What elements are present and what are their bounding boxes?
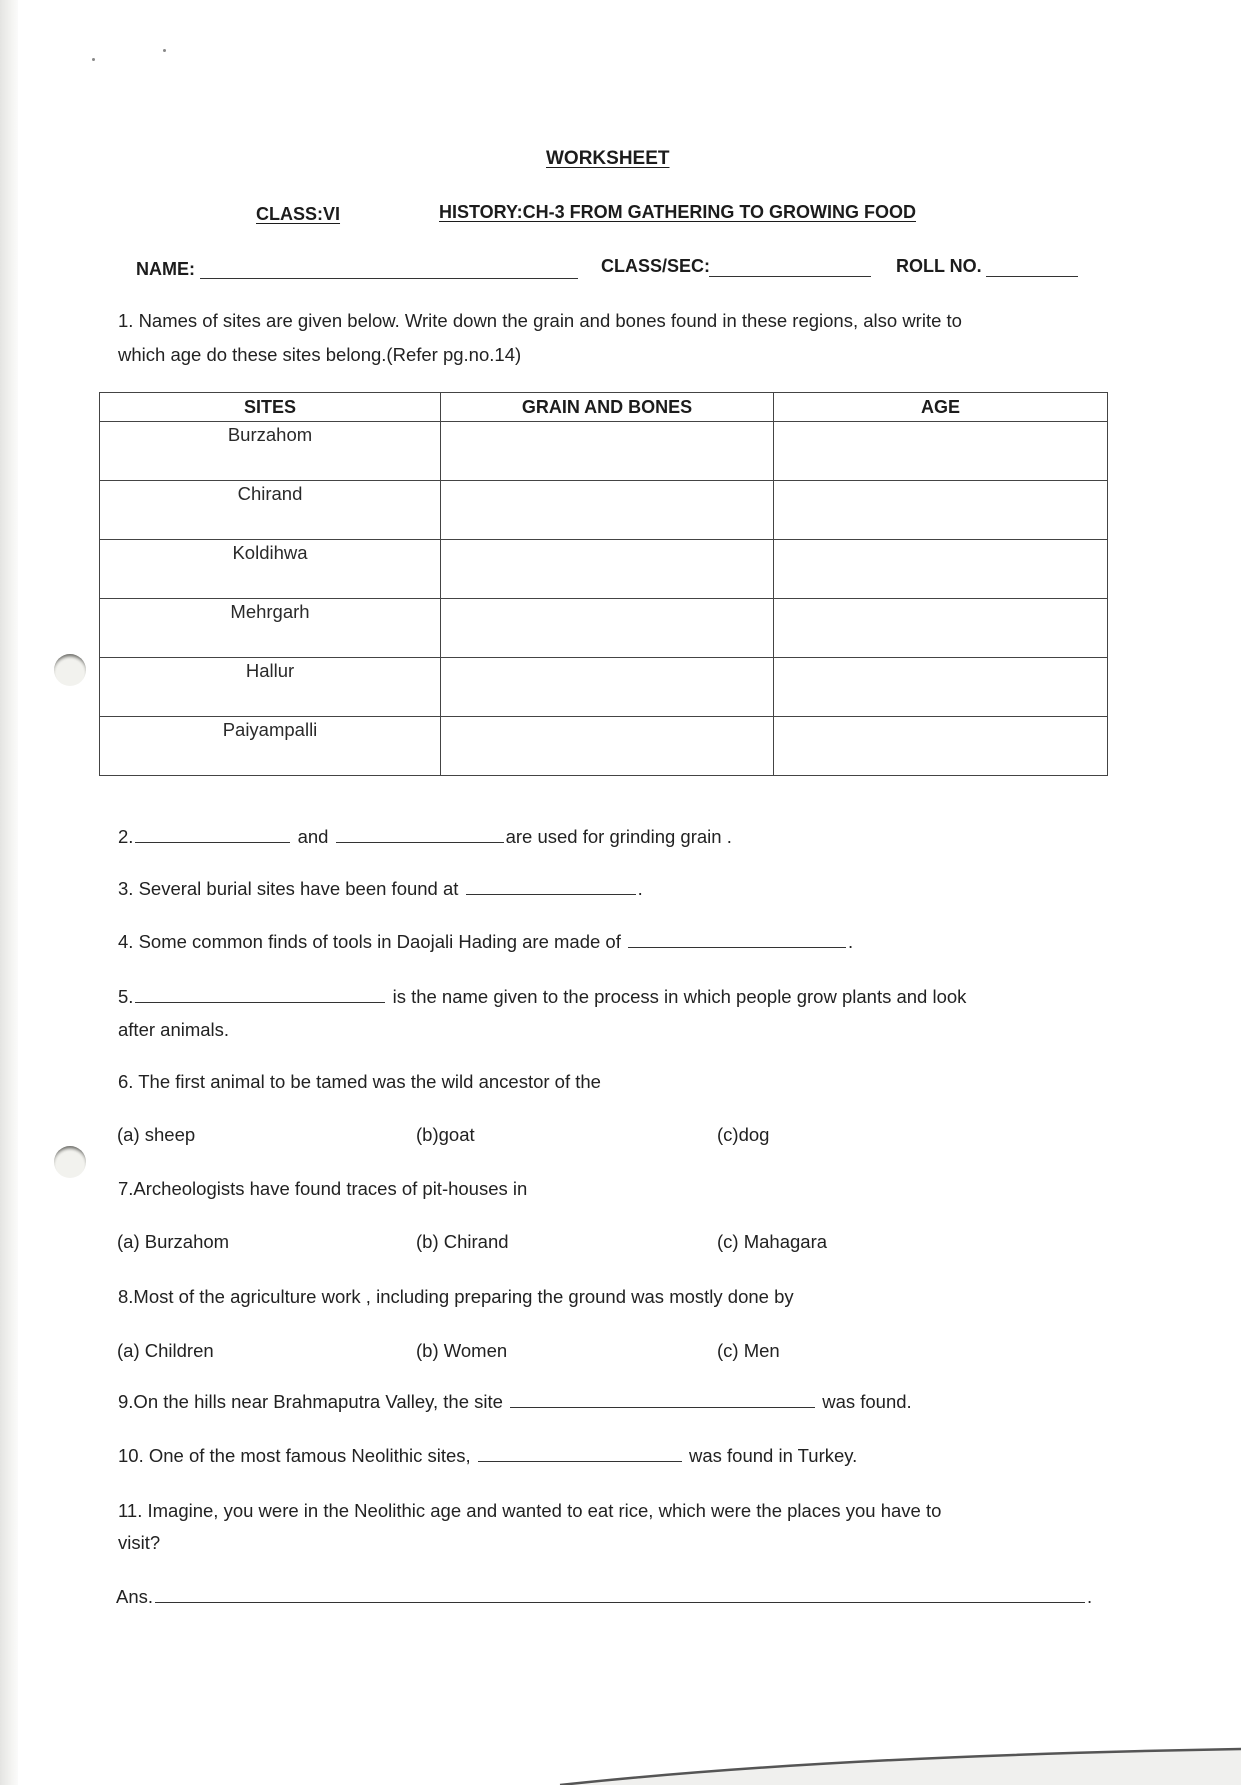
q5-text: is the name given to the process in which people grow plants and look [392,986,967,1007]
table-row [100,658,1108,717]
table-row [100,599,1108,658]
name-field[interactable] [200,278,578,279]
q9-end: was found. [822,1391,912,1412]
class-label: CLASS:VI [256,204,341,224]
q2-middle: and [297,826,329,847]
roll-no-label: ROLL NO. [896,256,982,276]
grain-and-bones-cell[interactable] [441,658,774,717]
table-row [100,481,1108,540]
q1-text-line1: 1. Names of sites are given below. Write down the grain and bones found in these regions, also write to [118,310,962,331]
q11-text-line1: 11. Imagine, you were in the Neolithic age and wanted to eat rice, which were the places you have to [118,1500,942,1521]
scan-speck [163,49,166,52]
grain-and-bones-cell[interactable] [441,422,774,481]
column-header-sites: SITES [100,393,441,422]
q3-end: . [637,878,643,899]
age-cell[interactable] [774,599,1108,658]
q8-text: 8.Most of the agriculture work , including preparing the ground was mostly done by [118,1286,794,1307]
q11-text-line2: visit? [118,1532,161,1553]
grain-and-bones-cell[interactable] [441,540,774,599]
q4-blank[interactable] [628,946,846,948]
table-row [100,422,1108,481]
q2-blank-2[interactable] [336,841,504,843]
grain-and-bones-cell[interactable] [441,717,774,776]
site-cell: Mehrgarh [100,599,441,658]
punch-hole-icon [54,1146,86,1178]
q6-option-c[interactable]: (c)dog [717,1124,770,1145]
q6-option-b[interactable]: (b)goat [416,1124,475,1145]
q2-number: 2. [118,826,134,847]
q5-number: 5. [118,986,134,1007]
q5-text-line2: after animals. [118,1019,230,1040]
age-cell[interactable] [774,717,1108,776]
q9-blank[interactable] [510,1406,815,1408]
sites-table [99,392,1108,776]
question-9 [118,1391,912,1413]
age-cell[interactable] [774,658,1108,717]
question-4 [118,931,853,953]
worksheet-title: WORKSHEET [546,148,670,169]
q11-answer [116,1586,1092,1608]
q11-answer-end: . [1087,1586,1093,1607]
q7-text: 7.Archeologists have found traces of pit-houses in [118,1178,528,1199]
q4-text: 4. Some common finds of tools in Daojali Hading are made of [118,931,621,952]
q7-option-b[interactable]: (b) Chirand [416,1231,509,1252]
roll-no-field[interactable] [986,276,1078,277]
scan-page-curl [0,1735,1241,1785]
age-cell[interactable] [774,540,1108,599]
q8-option-c[interactable]: (c) Men [717,1340,780,1361]
class-sec-field[interactable] [709,276,871,277]
grain-and-bones-cell[interactable] [441,481,774,540]
q8-option-b[interactable]: (b) Women [416,1340,508,1361]
site-cell: Paiyampalli [100,717,441,776]
q3-text: 3. Several burial sites have been found at [118,878,459,899]
q9-text: 9.On the hills near Brahmaputra Valley, the site [118,1391,503,1412]
table-header-row [100,393,1108,422]
question-5 [118,986,966,1008]
q2-blank-1[interactable] [135,841,290,843]
site-cell: Chirand [100,481,441,540]
age-cell[interactable] [774,422,1108,481]
q7-option-c[interactable]: (c) Mahagara [717,1231,828,1252]
q10-text: 10. One of the most famous Neolithic sites, [118,1445,471,1466]
q11-answer-blank[interactable] [155,1601,1085,1603]
table-row [100,717,1108,776]
table-row [100,540,1108,599]
q6-text: 6. The first animal to be tamed was the wild ancestor of the [118,1071,601,1092]
subject-chapter-title: HISTORY:CH-3 FROM GATHERING TO GROWING FOOD [439,202,916,222]
q6-option-a[interactable]: (a) sheep [117,1124,196,1145]
punch-hole-icon [54,654,86,686]
q1-text-line2: which age do these sites belong.(Refer pg.no.14) [118,344,522,365]
column-header-grain-and-bones: GRAIN AND BONES [441,393,774,422]
column-header-age: AGE [774,393,1108,422]
site-cell: Koldihwa [100,540,441,599]
grain-and-bones-cell[interactable] [441,599,774,658]
q10-end: was found in Turkey. [688,1445,858,1466]
question-3 [118,878,643,900]
age-cell[interactable] [774,481,1108,540]
site-cell: Hallur [100,658,441,717]
q4-end: . [847,931,854,952]
q8-option-a[interactable]: (a) Children [117,1340,214,1361]
class-sec-label: CLASS/SEC: [601,256,711,276]
q3-blank[interactable] [466,893,636,895]
site-cell: Burzahom [100,422,441,481]
scan-speck [92,58,95,61]
question-2 [118,826,732,848]
q10-blank[interactable] [478,1460,682,1462]
name-label: NAME: [136,259,195,279]
q5-blank[interactable] [135,1001,385,1003]
q2-end: are used for grinding grain . [505,826,732,847]
q7-option-a[interactable]: (a) Burzahom [117,1231,230,1252]
q11-answer-label: Ans. [116,1586,154,1607]
question-10 [118,1445,857,1467]
